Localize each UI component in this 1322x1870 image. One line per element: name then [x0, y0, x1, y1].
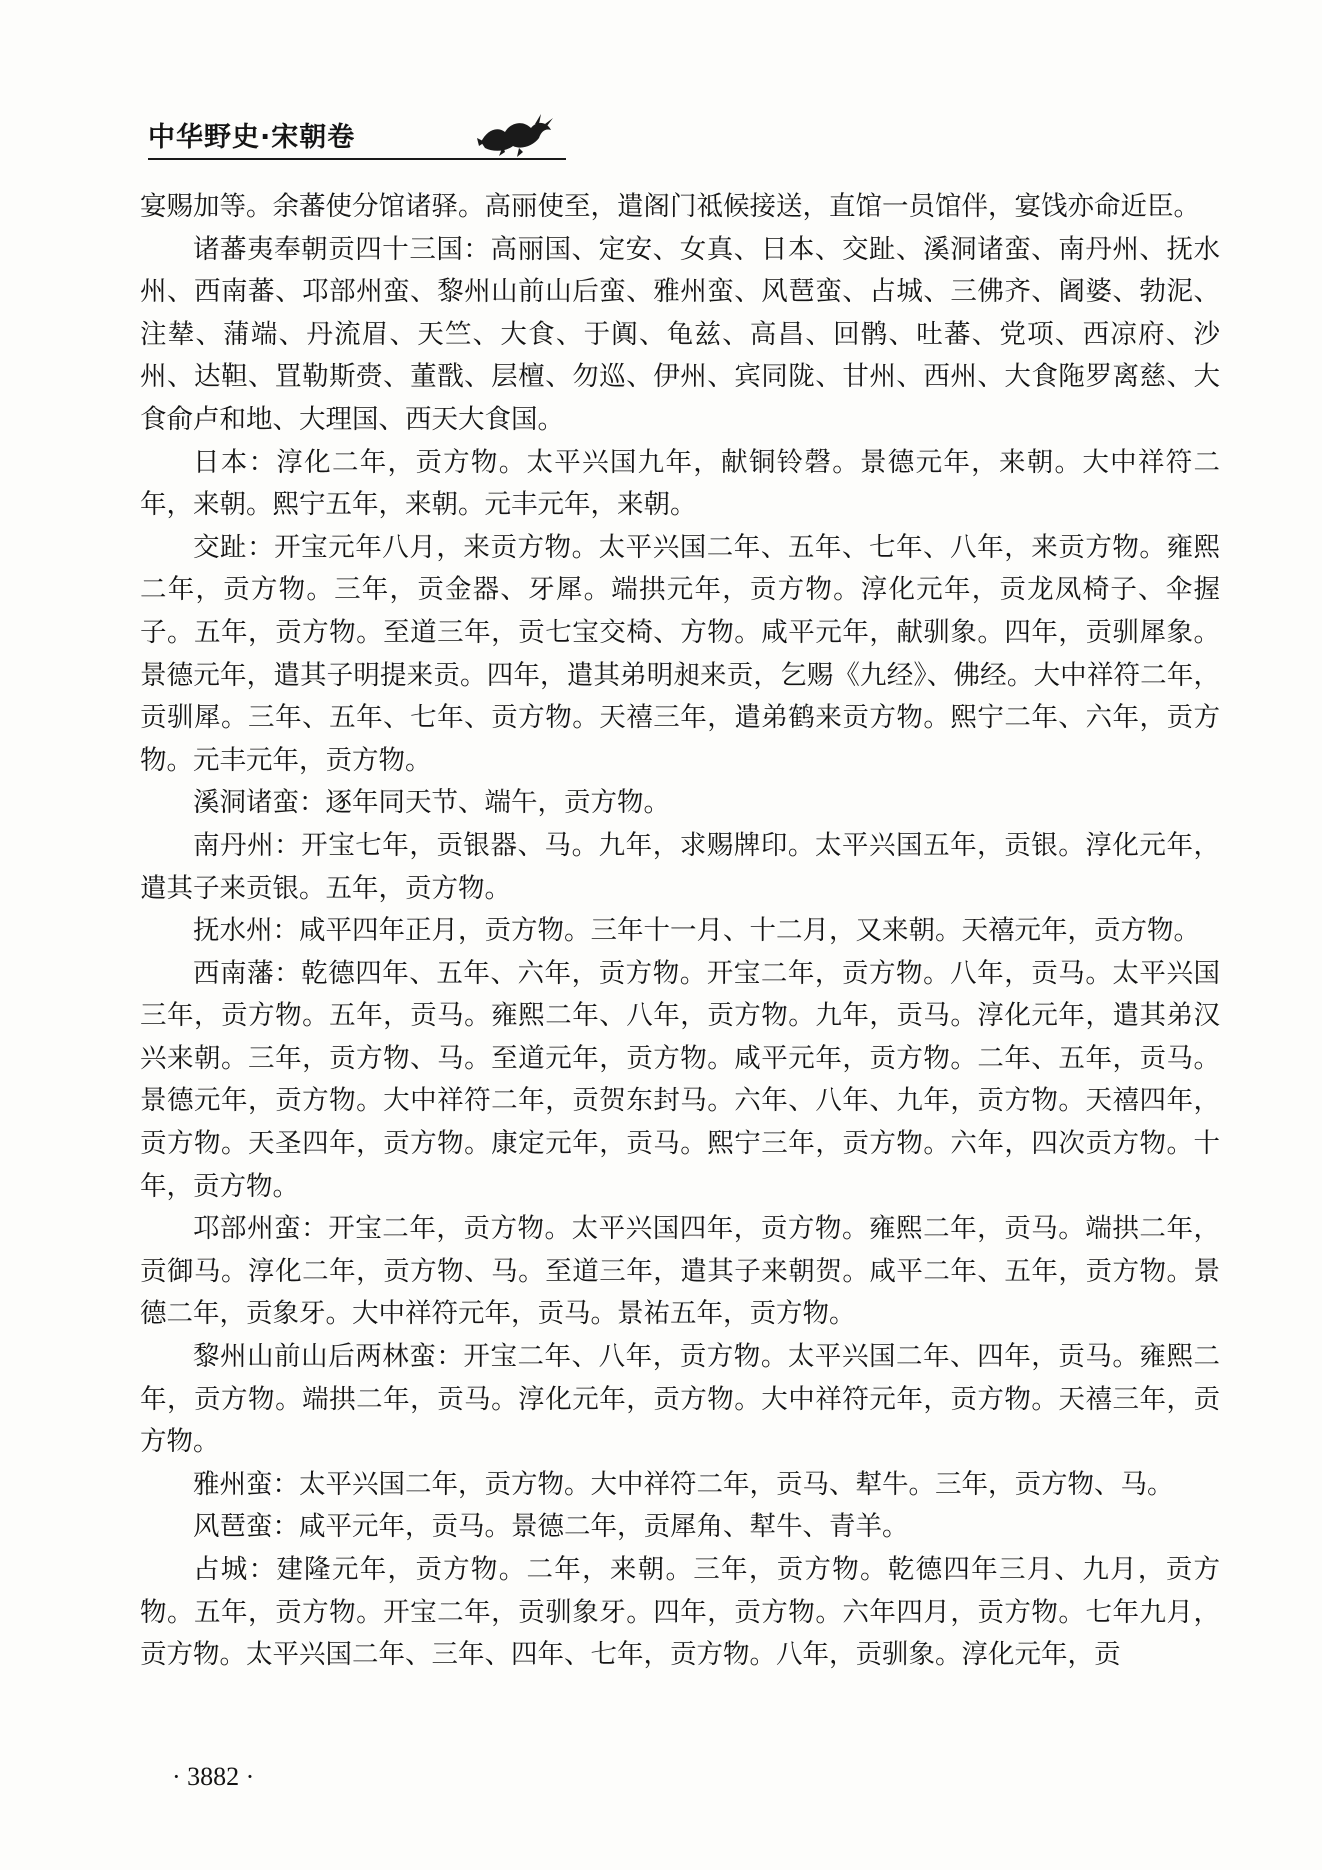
- paragraph: 邛部州蛮：开宝二年，贡方物。太平兴国四年，贡方物。雍熙二年，贡马。端拱二年，贡御马。淳化二年，贡方物、马。至道三年，遣其子来朝贺。咸平二年、五年，贡方物。景德二年，贡象牙。大中祥符元年，贡马。景祐五年，贡方物。: [140, 1213, 1220, 1330]
- page-number: · 3882 ·: [172, 1762, 255, 1791]
- paragraph: 日本：淳化二年，贡方物。太平兴国九年，献铜铃磬。景德元年，来朝。大中祥符二年，来朝。熙宁五年，来朝。元丰元年，来朝。: [140, 446, 1220, 521]
- dragon-icon: [475, 112, 555, 158]
- paragraph: 溪洞诸蛮：逐年同天节、端午，贡方物。: [193, 787, 670, 819]
- paragraph: 雅州蛮：太平兴国二年，贡方物。大中祥符二年，贡马、犎牛。三年，贡方物、马。: [193, 1468, 1174, 1500]
- paragraph: 占城：建隆元年，贡方物。二年，来朝。三年，贡方物。乾德四年三月、九月，贡方物。五年，贡方物。开宝二年，贡驯象牙。四年，贡方物。六年四月，贡方物。七年九月，贡方物。太平兴国二年、三年、四年、七年，贡方物。八年，贡驯象。淳化元年，贡: [140, 1554, 1220, 1671]
- paragraph: 风琶蛮：咸平元年，贡马。景德二年，贡犀角、犎牛、青羊。: [193, 1511, 909, 1543]
- paragraph: 抚水州：咸平四年正月，贡方物。三年十一月、十二月，又来朝。天禧元年，贡方物。: [193, 915, 1200, 947]
- body-text: [140, 186, 1220, 1677]
- paragraph: 西南藩：乾德四年、五年、六年，贡方物。开宝二年，贡方物。八年，贡马。太平兴国三年，贡方物。五年，贡马。雍熙二年、八年，贡方物。九年，贡马。淳化元年，遣其弟汉兴来朝。三年，贡方物、马。至道元年，贡方物。咸平元年，贡方物。二年、五年，贡马。景德元年，贡方物。大中祥符二年，贡贺东封马。六年、八年、九年，贡方物。天禧四年，贡方物。天圣四年，贡方物。康定元年，贡马。熙宁三年，贡方物。六年，四次贡方物。十年，贡方物。: [140, 957, 1220, 1202]
- paragraph: 诸蕃夷奉朝贡四十三国：高丽国、定安、女真、日本、交趾、溪洞诸蛮、南丹州、抚水州、西南蕃、邛部州蛮、黎州山前山后蛮、雅州蛮、风琶蛮、占城、三佛齐、阇婆、勃泥、注辇、蒲端、丹流眉、天竺、大食、于阗、龟兹、高昌、回鹘、吐蕃、党项、西凉府、沙州、达靼、罝勒斯赍、董戬、层檀、勿巡、伊州、宾同陇、甘州、西州、大食陁罗离慈、大食俞卢和地、大理国、西天大食国。: [140, 233, 1220, 435]
- paragraph: 黎州山前山后两林蛮：开宝二年、八年，贡方物。太平兴国二年、四年，贡马。雍熙二年，贡方物。端拱二年，贡马。淳化元年，贡方物。大中祥符元年，贡方物。天禧三年，贡方物。: [140, 1341, 1220, 1458]
- header-title: 中华野史·宋朝卷: [148, 122, 356, 153]
- paragraph: 宴赐加等。余蕃使分馆诸驿。高丽使至，遣阁门祗候接送，直馆一员馆伴，宴饯亦命近臣。: [140, 191, 1200, 222]
- paragraph: 交趾：开宝元年八月，来贡方物。太平兴国二年、五年、七年、八年，来贡方物。雍熙二年，贡方物。三年，贡金器、牙犀。端拱元年，贡方物。淳化元年，贡龙凤椅子、伞握子。五年，贡方物。至道三年，贡七宝交椅、方物。咸平元年，献驯象。四年，贡驯犀象。景德元年，遣其子明提来贡。四年，遣其弟明昶来贡，乞赐《九经》、佛经。大中祥符二年，贡驯犀。三年、五年、七年、贡方物。天禧三年，遣弟鹤来贡方物。熙宁二年、六年，贡方物。元丰元年，贡方物。: [140, 531, 1220, 776]
- paragraph: 南丹州：开宝七年，贡银器、马。九年，求赐牌印。太平兴国五年，贡银。淳化元年，遣其子来贡银。五年，贡方物。: [140, 829, 1220, 904]
- header-rule: [148, 158, 566, 160]
